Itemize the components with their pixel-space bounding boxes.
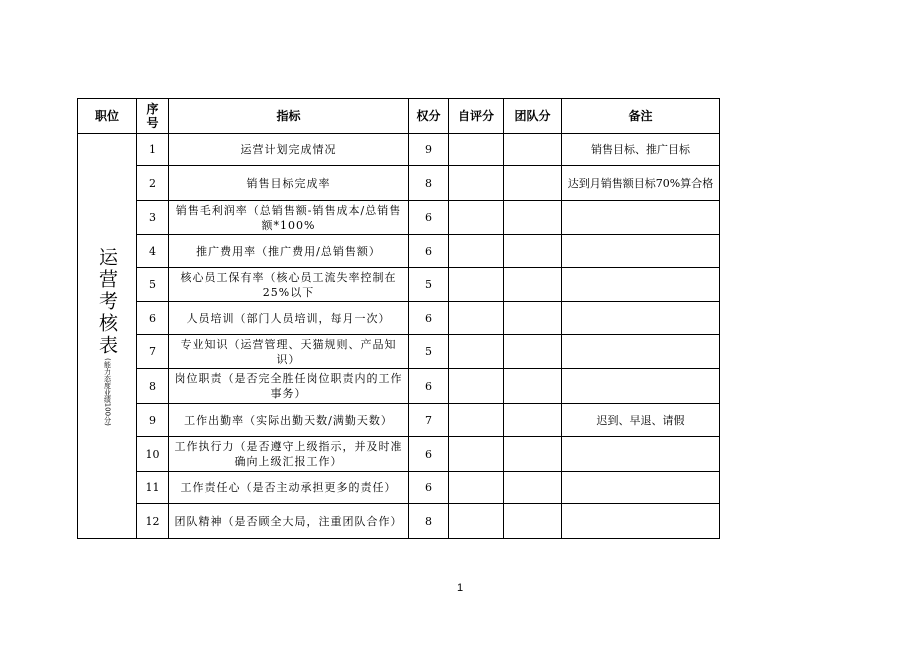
header-seq: 序号 bbox=[137, 99, 169, 134]
weight-cell: 5 bbox=[409, 335, 449, 369]
team-score-cell bbox=[504, 437, 562, 472]
indicator-cell: 人员培训（部门人员培训，每月一次） bbox=[169, 302, 409, 335]
seq-cell: 6 bbox=[137, 302, 169, 335]
seq-cell: 3 bbox=[137, 201, 169, 235]
weight-cell: 6 bbox=[409, 302, 449, 335]
header-role: 职位 bbox=[78, 99, 137, 134]
self-score-cell bbox=[449, 134, 504, 166]
team-score-cell bbox=[504, 268, 562, 302]
header-team-score: 团队分 bbox=[504, 99, 562, 134]
table-row bbox=[78, 302, 720, 335]
table-row bbox=[78, 504, 720, 539]
table-row bbox=[78, 404, 720, 437]
note-cell bbox=[562, 235, 720, 268]
seq-cell: 5 bbox=[137, 268, 169, 302]
team-score-cell bbox=[504, 166, 562, 201]
self-score-cell bbox=[449, 369, 504, 404]
seq-cell: 9 bbox=[137, 404, 169, 437]
page-number: 1 bbox=[456, 582, 464, 594]
indicator-cell: 运营计划完成情况 bbox=[169, 134, 409, 166]
team-score-cell bbox=[504, 201, 562, 235]
note-cell bbox=[562, 335, 720, 369]
table-row bbox=[78, 268, 720, 302]
role-subtitle: (能力态度业绩100分) bbox=[103, 357, 112, 426]
header-row bbox=[78, 99, 720, 134]
weight-cell: 9 bbox=[409, 134, 449, 166]
seq-cell: 4 bbox=[137, 235, 169, 268]
weight-cell: 5 bbox=[409, 268, 449, 302]
seq-cell: 2 bbox=[137, 166, 169, 201]
seq-cell: 1 bbox=[137, 134, 169, 166]
seq-cell: 8 bbox=[137, 369, 169, 404]
team-score-cell bbox=[504, 134, 562, 166]
indicator-cell: 工作执行力（是否遵守上级指示，并及时准确向上级汇报工作） bbox=[169, 437, 409, 472]
team-score-cell bbox=[504, 302, 562, 335]
note-cell: 迟到、早退、请假 bbox=[562, 404, 720, 437]
indicator-cell: 推广费用率（推广费用/总销售额） bbox=[169, 235, 409, 268]
weight-cell: 6 bbox=[409, 235, 449, 268]
header-indicator: 指标 bbox=[169, 99, 409, 134]
indicator-cell: 岗位职责（是否完全胜任岗位职责内的工作事务） bbox=[169, 369, 409, 404]
weight-cell: 6 bbox=[409, 472, 449, 504]
indicator-cell: 核心员工保有率（核心员工流失率控制在25%以下 bbox=[169, 268, 409, 302]
note-cell bbox=[562, 268, 720, 302]
weight-cell: 8 bbox=[409, 504, 449, 539]
weight-cell: 6 bbox=[409, 437, 449, 472]
role-cell bbox=[78, 134, 137, 539]
indicator-cell: 销售目标完成率 bbox=[169, 166, 409, 201]
indicator-cell: 工作出勤率（实际出勤天数/满勤天数） bbox=[169, 404, 409, 437]
indicator-cell: 工作责任心（是否主动承担更多的责任） bbox=[169, 472, 409, 504]
table-body bbox=[78, 134, 720, 539]
team-score-cell bbox=[504, 504, 562, 539]
assessment-table bbox=[77, 98, 720, 539]
table-row bbox=[78, 472, 720, 504]
table-row bbox=[78, 335, 720, 369]
header-weight: 权分 bbox=[409, 99, 449, 134]
team-score-cell bbox=[504, 404, 562, 437]
weight-cell: 7 bbox=[409, 404, 449, 437]
weight-cell: 6 bbox=[409, 201, 449, 235]
indicator-cell: 专业知识（运营管理、天猫规则、产品知识） bbox=[169, 335, 409, 369]
self-score-cell bbox=[449, 201, 504, 235]
weight-cell: 6 bbox=[409, 369, 449, 404]
self-score-cell bbox=[449, 504, 504, 539]
note-cell: 达到月销售额目标70%算合格 bbox=[562, 166, 720, 201]
note-cell bbox=[562, 369, 720, 404]
note-cell bbox=[562, 504, 720, 539]
table-row bbox=[78, 166, 720, 201]
table-row bbox=[78, 369, 720, 404]
seq-cell: 12 bbox=[137, 504, 169, 539]
note-cell bbox=[562, 437, 720, 472]
seq-cell: 11 bbox=[137, 472, 169, 504]
indicator-cell: 销售毛利润率（总销售额-销售成本/总销售额*100% bbox=[169, 201, 409, 235]
self-score-cell bbox=[449, 335, 504, 369]
header-note: 备注 bbox=[562, 99, 720, 134]
team-score-cell bbox=[504, 472, 562, 504]
seq-cell: 7 bbox=[137, 335, 169, 369]
self-score-cell bbox=[449, 235, 504, 268]
self-score-cell bbox=[449, 437, 504, 472]
self-score-cell bbox=[449, 302, 504, 335]
note-cell bbox=[562, 302, 720, 335]
self-score-cell bbox=[449, 472, 504, 504]
weight-cell: 8 bbox=[409, 166, 449, 201]
header-self-score: 自评分 bbox=[449, 99, 504, 134]
indicator-cell: 团队精神（是否顾全大局，注重团队合作） bbox=[169, 504, 409, 539]
self-score-cell bbox=[449, 166, 504, 201]
self-score-cell bbox=[449, 404, 504, 437]
team-score-cell bbox=[504, 335, 562, 369]
table-row bbox=[78, 201, 720, 235]
table-row bbox=[78, 437, 720, 472]
role-title: 运营考核表 bbox=[96, 246, 118, 357]
note-cell bbox=[562, 201, 720, 235]
note-cell: 销售目标、推广目标 bbox=[562, 134, 720, 166]
team-score-cell bbox=[504, 369, 562, 404]
table-row bbox=[78, 134, 720, 166]
note-cell bbox=[562, 472, 720, 504]
seq-cell: 10 bbox=[137, 437, 169, 472]
self-score-cell bbox=[449, 268, 504, 302]
team-score-cell bbox=[504, 235, 562, 268]
table-row bbox=[78, 235, 720, 268]
